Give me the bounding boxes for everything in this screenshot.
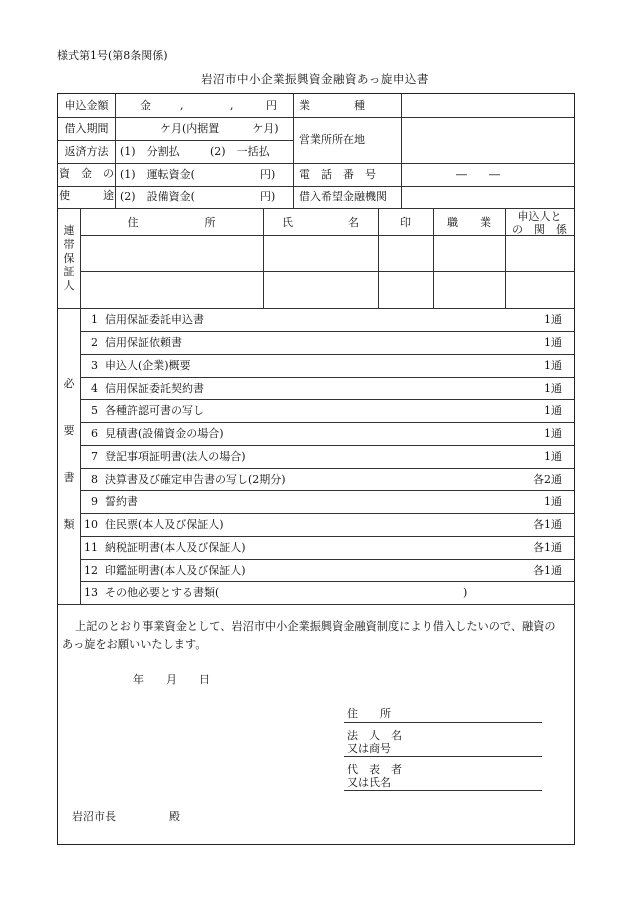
amount-label: 申込金額 [64,99,109,112]
repay-option-installment[interactable]: (1) 分割払 [120,145,180,158]
applicant-address-label: 住 所 [347,707,391,720]
doc-item-name: 登記事項証明書(法人の場合) [105,450,246,463]
doc-item-name: 印鑑証明書(本人及び保証人) [105,564,246,577]
doc-item-number: 13 [84,586,98,599]
guarantor-row-2[interactable] [82,273,572,307]
doc-item-number: 7 [91,450,98,463]
corporation-name-line[interactable] [344,756,542,757]
representative-label: 又は氏名 [347,776,391,789]
doc-item-qty: 1通 [544,336,562,349]
doc-item-qty: 各1通 [533,518,562,531]
fund-usage-label: 資 金 の [59,167,114,180]
doc-item-name: 信用保証委託申込書 [105,313,204,326]
declaration-line-1: 上記のとおり事業資金として、岩沼市中小企業振興資金融資制度により借入したいので、融資の [75,620,556,633]
amount-comma: , [180,99,184,112]
doc-item-name: 納税証明書(本人及び保証人) [105,541,246,554]
doc-item-qty: 1通 [544,450,562,463]
honorific: 殿 [169,810,180,823]
doc-item-name: その他必要とする書類( [105,586,220,599]
doc-item [80,308,574,331]
application-date[interactable]: 年 月 日 [133,673,210,686]
row-divider [80,235,574,236]
doc-item-number: 11 [84,541,98,554]
declaration-line-2: あっ旋をお願いいたします。 [62,638,207,651]
doc-item-qty: 各1通 [533,564,562,577]
mayor-addressee: 岩沼市長 [72,810,116,823]
amount-yen: 円 [266,99,277,112]
required-docs-side-label: 類 [63,518,75,531]
doc-item-name: 信用保証依頼書 [105,336,182,349]
required-docs-side-label: 要 [63,424,75,437]
doc-item-other-close: ) [463,586,468,599]
doc-item [80,513,574,536]
section-divider [58,208,574,209]
representative-label: 代 表 者 [347,763,402,776]
doc-item [80,559,574,582]
doc-item-number: 8 [91,473,98,486]
amount-comma: , [230,99,234,112]
office-address-label: 営業所所在地 [299,133,365,146]
bank-label: 借入希望金融機関 [299,190,387,203]
col-header-relation: の 関 係 [512,223,567,236]
doc-item [80,422,574,445]
section-divider [58,604,574,605]
doc-item-name: 誓約書 [105,495,138,508]
doc-item-qty: 1通 [544,427,562,440]
corporation-name-label: 法 人 名 [347,729,402,742]
fund-usage-label: 使 途 [59,189,114,202]
doc-item-name: 住民票(本人及び保証人) [105,518,224,531]
industry-field[interactable] [404,96,572,115]
doc-item [80,581,574,604]
guarantor-side-label: 連 帯 保 証 人 [63,224,75,292]
doc-item [80,354,574,377]
doc-item [80,331,574,354]
repay-option-lump-sum[interactable]: (2) 一括払 [210,145,270,158]
application-form [57,93,575,845]
doc-item-qty: 各2通 [533,473,562,486]
applicant-address-line[interactable] [344,722,542,723]
required-docs-side-label: 必 [63,377,75,390]
repay-method-label: 返済方法 [64,145,109,158]
doc-item-name: 信用保証委託契約書 [105,382,204,395]
doc-item-name: 決算書及び確定申告書の写し(2期分) [105,473,286,486]
doc-item [80,468,574,491]
doc-item-qty: 1通 [544,495,562,508]
doc-item-number: 12 [84,564,98,577]
phone-field[interactable]: ― ― [456,168,500,181]
doc-item [80,536,574,559]
office-address-field[interactable] [404,119,572,161]
working-capital-yen: 円) [260,168,276,181]
doc-item-number: 3 [91,359,98,372]
doc-item-number: 1 [91,313,98,326]
phone-label: 電 話 番 号 [299,168,376,181]
doc-item [80,377,574,400]
col-header-job: 職 業 [447,216,491,229]
doc-item-name: 申込人(企業)概要 [105,359,191,372]
doc-item-qty: 1通 [544,382,562,395]
doc-item-number: 2 [91,336,98,349]
col-header-seal: 印 [400,216,411,229]
row-divider [58,140,293,141]
col-header-relation: 申込人と [517,210,562,223]
col-divider [401,94,402,208]
bank-field[interactable] [404,188,572,206]
col-divider [293,94,294,208]
other-documents-field[interactable] [255,583,460,601]
col-divider [115,94,116,208]
period-value[interactable]: ケ月(内据置 ケ月) [160,122,279,135]
col-header-name: 氏 名 [282,216,359,229]
row-divider [58,163,574,164]
required-docs-side-label: 書 [63,471,75,484]
col-header-address: 住 所 [127,216,216,229]
doc-item-number: 10 [84,518,98,531]
doc-item-number: 6 [91,427,98,440]
working-capital-option[interactable]: (1) 運転資金( [120,168,195,181]
doc-item-qty: 1通 [544,313,562,326]
amount-kin: 金 [140,99,151,112]
doc-item-qty: 1通 [544,404,562,417]
doc-item-number: 9 [91,495,98,508]
row-divider [58,186,574,187]
period-label: 借入期間 [64,122,109,135]
doc-item-name: 見積書(設備資金の場合) [105,427,224,440]
industry-label: 業 種 [299,99,365,112]
doc-item-name: 各種許認可書の写し [105,404,204,417]
representative-line[interactable] [344,790,542,791]
doc-item-qty: 1通 [544,359,562,372]
doc-item-number: 5 [91,404,98,417]
row-divider [80,271,574,272]
doc-item-qty: 各1通 [533,541,562,554]
doc-item [80,399,574,422]
row-divider [58,117,574,118]
form-title: 岩沼市中小企業振興資金融資あっ旋申込書 [201,72,429,86]
equipment-capital-option[interactable]: (2) 設備資金( [120,190,195,203]
doc-item [80,445,574,468]
guarantor-row-1[interactable] [82,237,572,270]
doc-item-number: 4 [91,382,98,395]
corporation-name-label: 又は商号 [347,742,391,755]
form-number-label: 様式第1号(第8条関係) [57,49,168,62]
doc-item [80,490,574,513]
equipment-capital-yen: 円) [260,190,276,203]
